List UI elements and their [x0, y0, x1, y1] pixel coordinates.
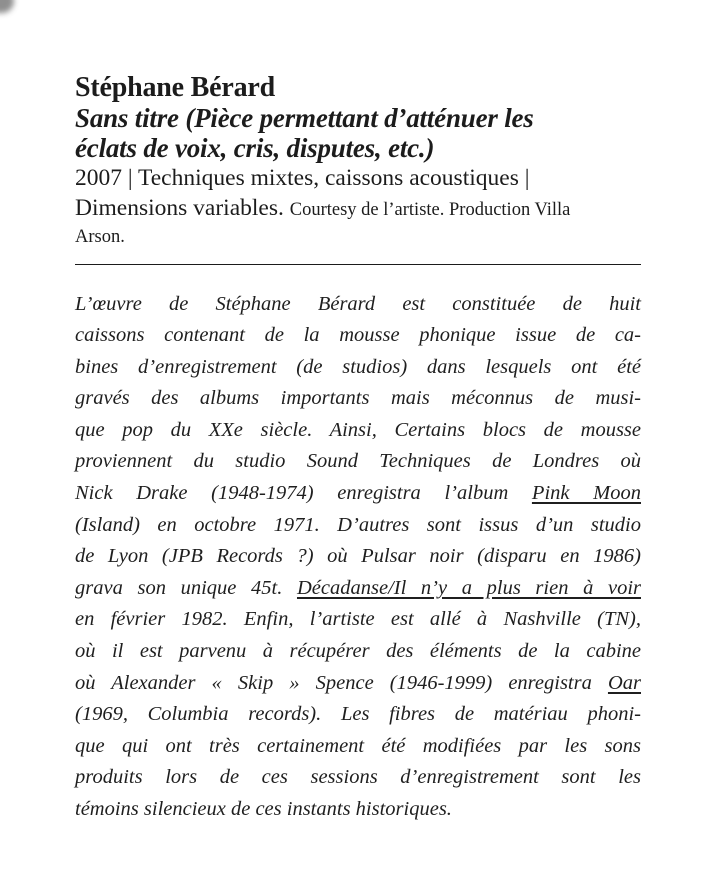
- body-text: où il est parvenu à récupérer des éléments de la cabine: [75, 640, 641, 663]
- body-line: [75, 446, 641, 478]
- body-line: [75, 289, 641, 321]
- work-title-line: Sans titre (Pièce permettant d’atténuer les: [75, 103, 534, 133]
- artwork-header: [75, 72, 641, 265]
- credit-text-courtesy: Courtesy de l’artiste. Production Villa: [289, 199, 571, 220]
- credit-text-courtesy: Arson.: [75, 227, 125, 247]
- body-line: [75, 762, 641, 794]
- body-text: que pop du XXe siècle. Ainsi, Certains blocs de mousse: [75, 418, 641, 441]
- body-text: gravés des albums importants mais méconnus de musi-: [75, 387, 641, 410]
- body-text: grava son unique 45t.: [75, 576, 297, 599]
- credit-text-specs: Dimensions variables.: [75, 194, 290, 221]
- body-line: [75, 636, 641, 668]
- body-text: que qui ont très certainement été modifiées par les sons: [75, 734, 641, 757]
- work-title: [75, 103, 641, 163]
- underlined-album-title: Oar: [607, 671, 641, 694]
- body-text: caissons contenant de la mousse phonique issue de ca-: [75, 324, 641, 347]
- body-line: [75, 794, 641, 826]
- credit-line: [75, 224, 641, 252]
- body-text: (Island) en octobre 1971. D’autres sont issus d’un studio: [75, 513, 641, 536]
- page-content: [75, 72, 641, 826]
- underlined-album-title: Pink Moon: [531, 482, 641, 505]
- body-text: bines d’enregistrement (de studios) dans lesquels ont été: [75, 355, 641, 378]
- body-line: [75, 541, 641, 573]
- body-text: produits lors de ces sessions d’enregistrement sont les: [75, 766, 641, 789]
- scan-corner-artifact: [0, 0, 14, 13]
- credit-text-specs: 2007 | Techniques mixtes, caissons acoustiques |: [75, 165, 530, 191]
- body-line: [75, 731, 641, 763]
- credit-line: [75, 195, 641, 225]
- body-text: (1969, Columbia records). Les fibres de matériau phoni-: [75, 703, 641, 726]
- body-line: [75, 699, 641, 731]
- underlined-album-title: Décadanse/Il n’y a plus rien à voir: [296, 576, 641, 599]
- body-line: [75, 668, 641, 700]
- body-text: témoins silencieux de ces instants historiques.: [75, 798, 452, 820]
- body-text: de Lyon (JPB Records ?) où Pulsar noir (disparu en 1986): [75, 545, 641, 568]
- body-paragraph: [75, 289, 641, 826]
- credit-line: [75, 165, 641, 195]
- body-line: [75, 604, 641, 636]
- work-title-line: éclats de voix, cris, disputes, etc.): [75, 133, 435, 163]
- body-line: [75, 383, 641, 415]
- credits: [75, 165, 641, 252]
- body-line: [75, 352, 641, 384]
- body-text: proviennent du studio Sound Techniques de Londres où: [75, 450, 641, 473]
- body-line: [75, 478, 641, 510]
- body-line: [75, 573, 641, 605]
- body-line: [75, 415, 641, 447]
- artist-name: Stéphane Bérard: [75, 72, 276, 103]
- divider-rule: [75, 264, 641, 265]
- body-text: où Alexander « Skip » Spence (1946-1999) enregistra: [75, 671, 608, 694]
- body-text: Nick Drake (1948-1974) enregistra l’album: [75, 482, 532, 505]
- body-line: [75, 510, 641, 542]
- body-line: [75, 320, 641, 352]
- body-text: en février 1982. Enfin, l’artiste est allé à Nashville (TN),: [75, 608, 641, 631]
- body-text: L’œuvre de Stéphane Bérard est constituée de huit: [75, 292, 641, 315]
